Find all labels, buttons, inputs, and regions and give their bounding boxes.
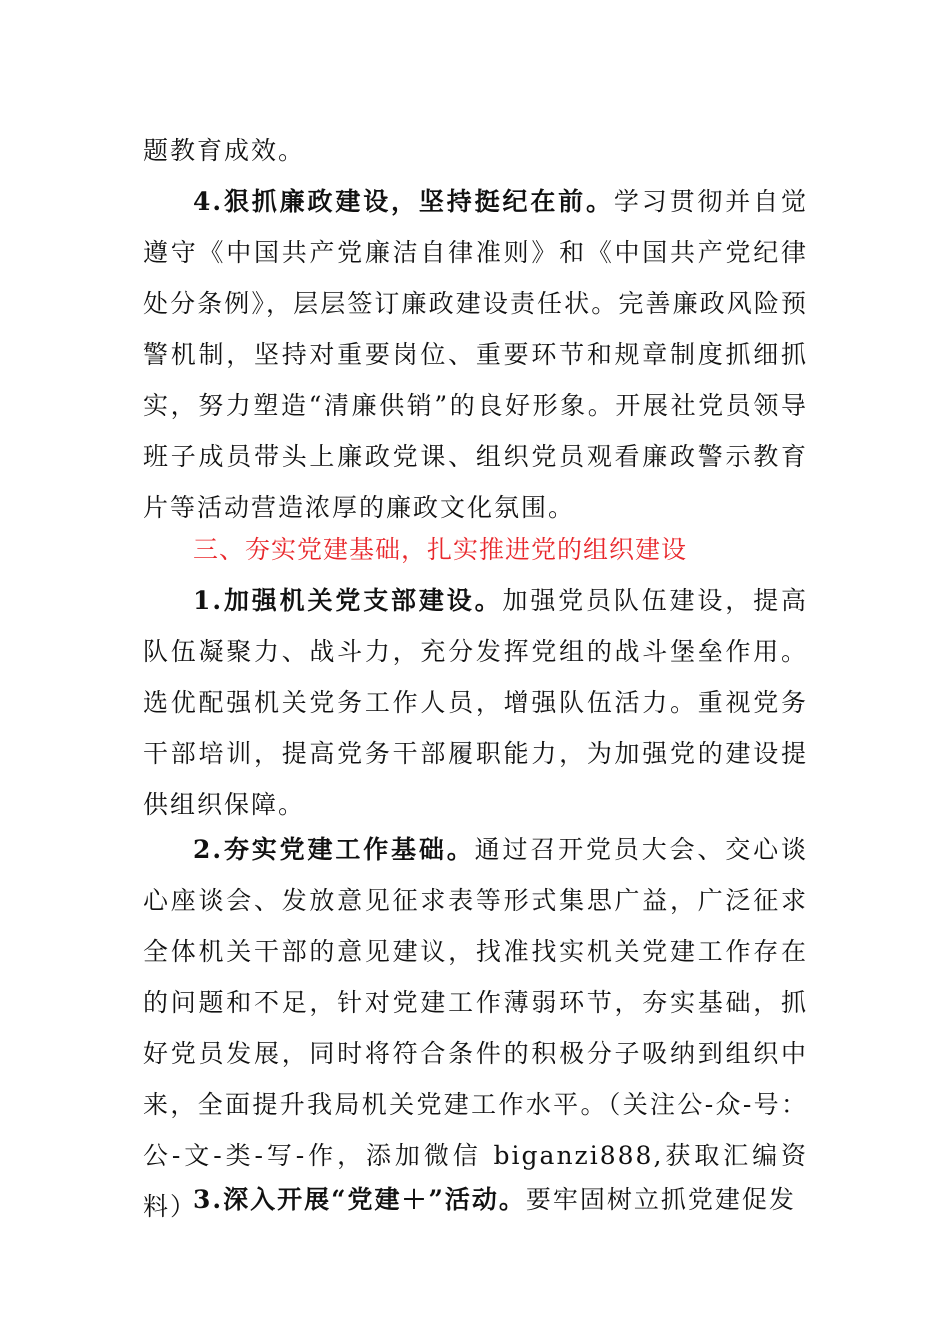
item-1-body: 加强党员队伍建设，提高队伍凝聚力、战斗力，充分发挥党组的战斗堡垒作用。选优配强机关党务工作人员，增强队伍活力。重视党务干部培训，提高党务干部履职能力，为加强党的建设提供组织保障。 [143,586,808,819]
paragraph-section-4 [143,176,808,533]
item-3-lead: 3.深入开展“党建＋”活动。 [193,1185,526,1214]
paragraph-item-2 [143,824,808,1232]
section-4-lead: 4.狠抓廉政建设，坚持挺纪在前。 [193,187,614,216]
section-heading-3: 三、夯实党建基础，扎实推进党的组织建设 [193,535,688,564]
item-3-body: 要牢固树立抓党建促发 [525,1185,796,1214]
item-2-lead: 2.夯实党建工作基础。 [193,835,475,864]
item-1-lead: 1.加强机关党支部建设。 [193,586,503,615]
paragraph-item-1 [143,575,808,830]
section-4-body: 学习贯彻并自觉遵守《中国共产党廉洁自律准则》和《中国共产党纪律处分条例》，层层签订廉政建设责任状。完善廉政风险预警机制，坚持对重要岗位、重要环节和规章制度抓细抓实，努力塑造“清廉供销”的良好形象。开展社党员领导班子成员带头上廉政党课、组织党员观看廉政警示教育片等活动营造浓厚的廉政文化氛围。 [143,187,808,522]
paragraph-item-3 [143,1174,808,1225]
item-2-body: 通过召开党员大会、交心谈心座谈会、发放意见征求表等形式集思广益，广泛征求全体机关干部的意见建议，找准找实机关党建工作存在的问题和不足，针对党建工作薄弱环节，夯实基础，抓好党员发展，同时将符合条件的积极分子吸纳到组织中来，全面提升我局机关党建工作水平。（关注公-众-号：公-文-类-写-作，添加微信 biganzi888,获取汇编资料） [143,835,808,1221]
paragraph-fragment-top: 题教育成效。 [143,136,306,165]
